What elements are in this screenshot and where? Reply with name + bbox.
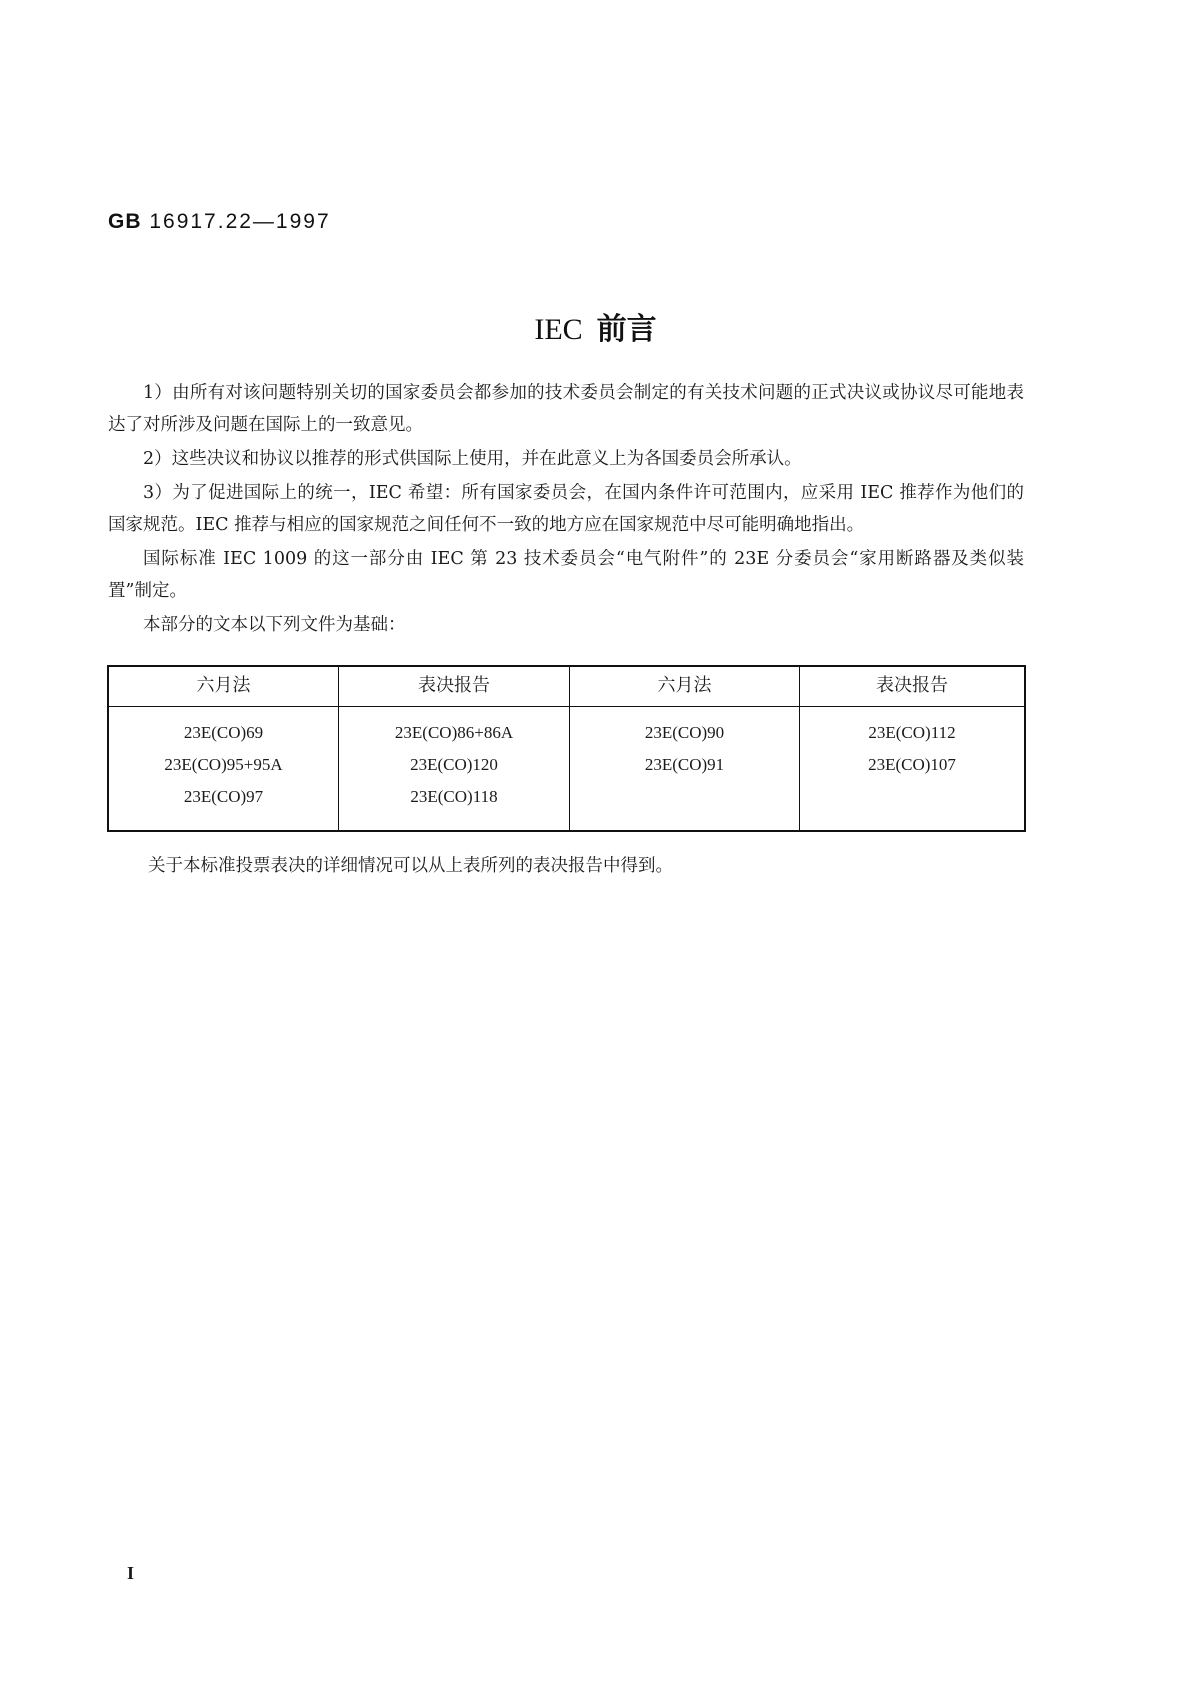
table-header-3: 六月法 [570,667,800,707]
paragraph-3: 3）为了促进国际上的统一，IEC 希望：所有国家委员会，在国内条件许可范围内，应采用 IEC 推荐作为他们的国家规范。IEC 推荐与相应的国家规范之间任何不一致的地方应在国家规范中尽可能明确地指出。 [108,483,1024,535]
table-cell: 23E(CO)97 [183,787,264,806]
table-header-4: 表决报告 [800,667,1024,707]
table-cell: 23E(CO)120 [410,755,498,774]
table-column-2 [339,707,570,830]
table-cell: 23E(CO)118 [410,787,498,806]
title-cjk: 前言 [596,312,657,347]
title-latin: IEC [534,313,583,346]
body-text [108,377,1024,643]
table-cell: 23E(CO)86+86A [394,723,514,742]
table-cell: 23E(CO)95+95A [164,755,283,774]
document-basis-table [107,665,1026,832]
table-cell: 23E(CO)112 [868,723,956,742]
footer-note: 关于本标准投票表决的详细情况可以从上表所列的表决报告中得到。 [148,856,673,876]
page-title [0,304,1191,348]
table-cell: 23E(CO)69 [183,723,264,742]
table-header-2: 表决报告 [339,667,570,707]
paragraph-2: 2）这些决议和协议以推荐的形式供国际上使用，并在此意义上为各国委员会所承认。 [143,449,802,469]
paragraph-5: 本部分的文本以下列文件为基础： [143,615,406,635]
paragraph-1: 1）由所有对该问题特别关切的国家委员会都参加的技术委员会制定的有关技术问题的正式决议或协议尽可能地表达了对所涉及问题在国际上的一致意见。 [108,383,1024,435]
table-cell: 23E(CO)107 [868,755,956,774]
table-header-1: 六月法 [109,667,339,707]
document-code [108,210,331,234]
page-number: I [127,1563,135,1583]
standard-number: 16917.22—1997 [149,210,331,233]
table-column-4 [800,707,1024,830]
table-cell: 23E(CO)90 [644,723,725,742]
table-column-3 [570,707,800,830]
standard-prefix: GB [108,210,142,233]
table-cell: 23E(CO)91 [644,755,725,774]
paragraph-4: 国际标准 IEC 1009 的这一部分由 IEC 第 23 技术委员会“电气附件”的 23E 分委员会“家用断路器及类似装置”制定。 [108,549,1024,601]
table-column-1 [109,707,339,830]
